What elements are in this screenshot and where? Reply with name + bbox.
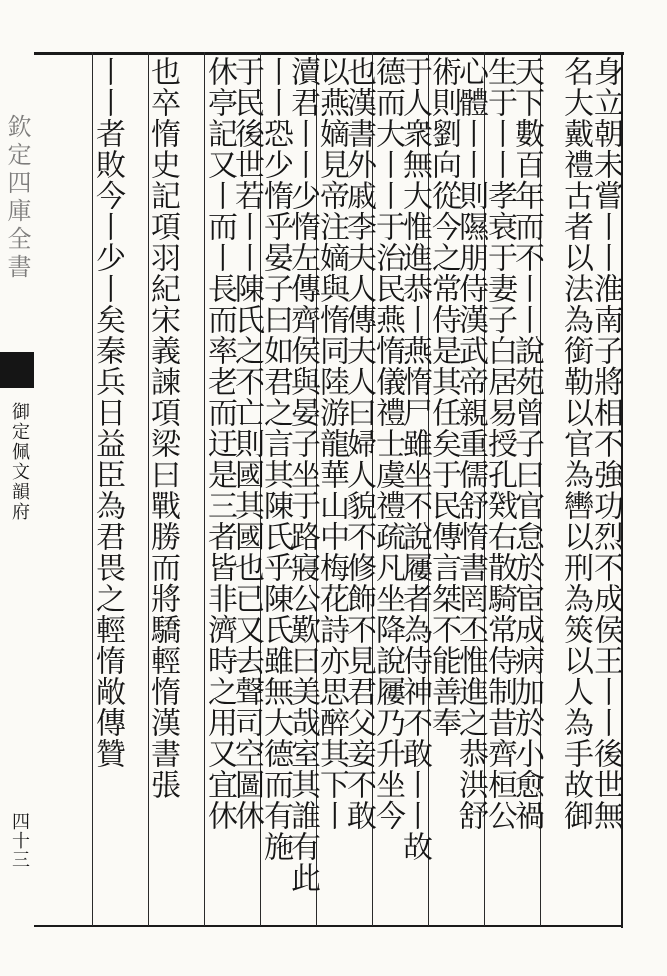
text-column-5: 心體丨丨則隰朋侍漢武帝親重儒舒惰書罔丕惟進之恭洪舒 — [453, 56, 488, 831]
text-column-16: 丨丨者敗今丨少丨矣秦兵日益臣為君畏之輕惰敞傳贊 — [90, 56, 125, 769]
fish-tail-mark — [0, 352, 34, 388]
text-column-9: 也漢書外戚李夫人傳夫人曰婦人貌不修飾不見君父妾不敢 — [341, 56, 376, 831]
frame-bottom-border — [34, 925, 622, 927]
text-column-11: 瀆君丨丨少惰左傳齊侯與晏子坐于路寢公歎曰美哉室其誰有此 — [285, 56, 320, 893]
page-margin — [0, 52, 34, 928]
text-column-4: 生于丨丨孝衰于妻子白居易授孔戣右散騎常侍制昔齊桓公 — [482, 56, 517, 831]
text-column-3: 天下數百年而不丨丨說苑曾子曰官怠於宦成病加於小愈禍 — [509, 56, 544, 831]
page-number: 四十三 — [9, 812, 30, 869]
text-column-15: 也卒惰史記項羽紀宋義諫項梁曰戰勝而將驕輕惰漢書張 — [145, 56, 180, 800]
text-column-6: 術則劉向從今之常侍是其任矣于民傳言桀不能善奉 — [426, 56, 461, 738]
text-column-12: 丨丨恐少惰乎晏子曰如君之言其陳氏乎陳氏雖無大德而有施 — [258, 56, 293, 862]
frame-top-border — [34, 52, 624, 55]
text-column-2: 名大戴禮古者以法為銜勒以官為轡以刑為筴以人為手故御 — [558, 56, 593, 831]
text-column-7: 于人衆無大惟進恭丨燕惰尸雖坐不說屨者為侍神不敢丨丨故 — [397, 56, 432, 862]
text-column-13: 于民後世若丨丨陳氏之不亡則國其國也已又去聲司空圖休 — [229, 56, 264, 831]
text-column-14: 休亭記又丨而丨長而率老而迂是三者皆非濟時之用又宜休 — [202, 56, 237, 831]
margin-title: 欽定四庫全書 — [3, 114, 31, 282]
margin-book-title: 御定佩文韻府 — [9, 402, 30, 522]
text-column-10: 以燕嫡見帝注嫡與惰同陸游龍華山中梅花詩亦思醉其下丨 — [314, 56, 349, 831]
text-column-1: 身立朝未嘗丨丨淮南子將相不強功烈不成侯王丨丨後世無 — [588, 56, 623, 831]
text-column-8: 德而大丨丨于治民燕惰儀禮士虞禮疏凡坐降說屨乃升坐今 — [370, 56, 405, 831]
